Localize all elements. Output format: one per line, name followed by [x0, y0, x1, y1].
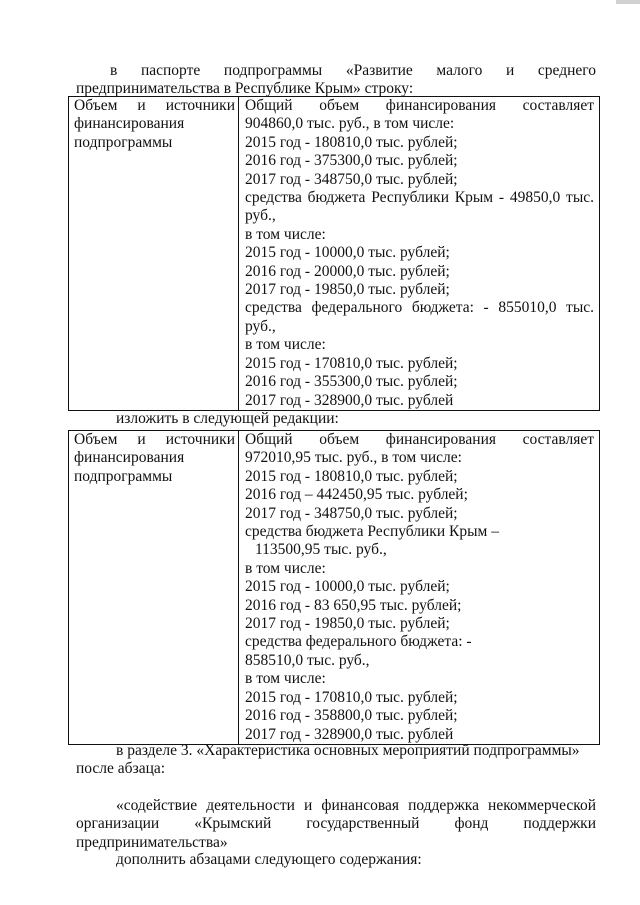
- value-line: 2015 год - 180810,0 тыс. рублей;: [245, 133, 458, 151]
- value-line: 858510,0 тыс. руб.,: [245, 651, 370, 669]
- value-line: 2016 год - 358800,0 тыс. рублей;: [245, 707, 458, 725]
- final-instruction: [116, 851, 636, 869]
- value-line: 2016 год – 442450,95 тыс. рублей;: [245, 486, 468, 504]
- value-line: 2017 год - 328900,0 тыс. рублей: [245, 391, 454, 409]
- quote-line-3: предпринимательства»: [76, 833, 228, 851]
- section-paragraph: [76, 742, 596, 779]
- value-line: средства бюджета Республики Крым –: [245, 523, 499, 541]
- value-line: 2017 год - 19850,0 тыс. рублей;: [245, 615, 450, 633]
- value-line: 2015 год - 170810,0 тыс. рублей;: [245, 688, 458, 706]
- funding-value-cell-old: [239, 97, 599, 410]
- value-line: средства бюджета Республики Крым - 49850,0 тыс.: [245, 189, 594, 207]
- quote-line-2: организации «Крымский государственный фонд поддержки: [76, 815, 596, 833]
- value-line: средства федерального бюджета: -: [245, 633, 472, 651]
- value-line: 2015 год - 180810,0 тыс. рублей;: [245, 467, 458, 485]
- replace-instruction: [116, 410, 636, 428]
- value-line: 2016 год - 83 650,95 тыс. рублей;: [245, 596, 462, 614]
- funding-table-new: [68, 430, 600, 745]
- intro-paragraph: [76, 62, 596, 99]
- label-line: Объем и источники: [74, 431, 235, 448]
- value-line: 2015 год - 10000,0 тыс. рублей;: [245, 578, 450, 596]
- label-line: финансирования: [74, 115, 185, 133]
- intro-line-2: предпринимательства в Республике Крым» строку:: [76, 80, 414, 98]
- funding-label-cell-new: [69, 431, 239, 744]
- value-line: 2015 год - 170810,0 тыс. рублей;: [245, 354, 458, 372]
- value-line: 2016 год - 355300,0 тыс. рублей;: [245, 373, 458, 391]
- value-line: в том числе:: [245, 670, 326, 688]
- funding-value-cell-new: [239, 431, 599, 744]
- value-line: в том числе:: [245, 336, 326, 354]
- value-line: 113500,95 тыс. руб.,: [255, 541, 387, 559]
- funding-row-old: [69, 97, 599, 410]
- value-line: в том числе:: [245, 559, 326, 577]
- value-line: средства федерального бюджета: - 855010,0 тыс.: [245, 299, 594, 317]
- label-line: Объем и источники: [74, 97, 235, 114]
- value-line: 904860,0 тыс. руб., в том числе:: [245, 115, 455, 133]
- value-line: в том числе:: [245, 225, 326, 243]
- value-line: руб.,: [245, 317, 276, 335]
- value-line: 2016 год - 20000,0 тыс. рублей;: [245, 262, 450, 280]
- value-line: руб.,: [245, 207, 276, 225]
- value-line: 2015 год - 10000,0 тыс. рублей;: [245, 244, 450, 262]
- scan-corner-mark: [616, 0, 640, 4]
- final-text: дополнить абзацами следующего содержания:: [116, 851, 422, 868]
- value-line: 2017 год - 348750,0 тыс. рублей;: [245, 504, 458, 522]
- value-line: Общий объем финансирования составляет: [245, 97, 594, 114]
- quote-paragraph: [76, 797, 596, 852]
- funding-label-cell-old: [69, 97, 239, 410]
- label-line: финансирования: [74, 449, 185, 467]
- value-line: 2017 год - 348750,0 тыс. рублей;: [245, 170, 458, 188]
- label-line: подпрограммы: [74, 133, 173, 151]
- funding-table-old: [68, 96, 600, 411]
- intro-line-1: в паспорте подпрограммы «Развитие малого и среднего: [110, 62, 596, 79]
- value-line: 2017 год - 328900,0 тыс. рублей: [245, 725, 454, 743]
- section-line-2: после абзаца:: [76, 760, 166, 778]
- funding-row-new: [69, 431, 599, 744]
- section-line-1: в разделе 3. «Характеристика основных мероприятий подпрограммы»: [116, 742, 580, 759]
- quote-line-1: «содействие деятельности и финансовая поддержка некоммерческой: [116, 797, 596, 814]
- label-line: подпрограммы: [74, 467, 173, 485]
- replace-text: изложить в следующей редакции:: [116, 410, 339, 427]
- value-line: 2016 год - 375300,0 тыс. рублей;: [245, 152, 458, 170]
- value-line: 2017 год - 19850,0 тыс. рублей;: [245, 281, 450, 299]
- value-line: 972010,95 тыс. руб., в том числе:: [245, 449, 462, 467]
- value-line: Общий объем финансирования составляет: [245, 431, 594, 448]
